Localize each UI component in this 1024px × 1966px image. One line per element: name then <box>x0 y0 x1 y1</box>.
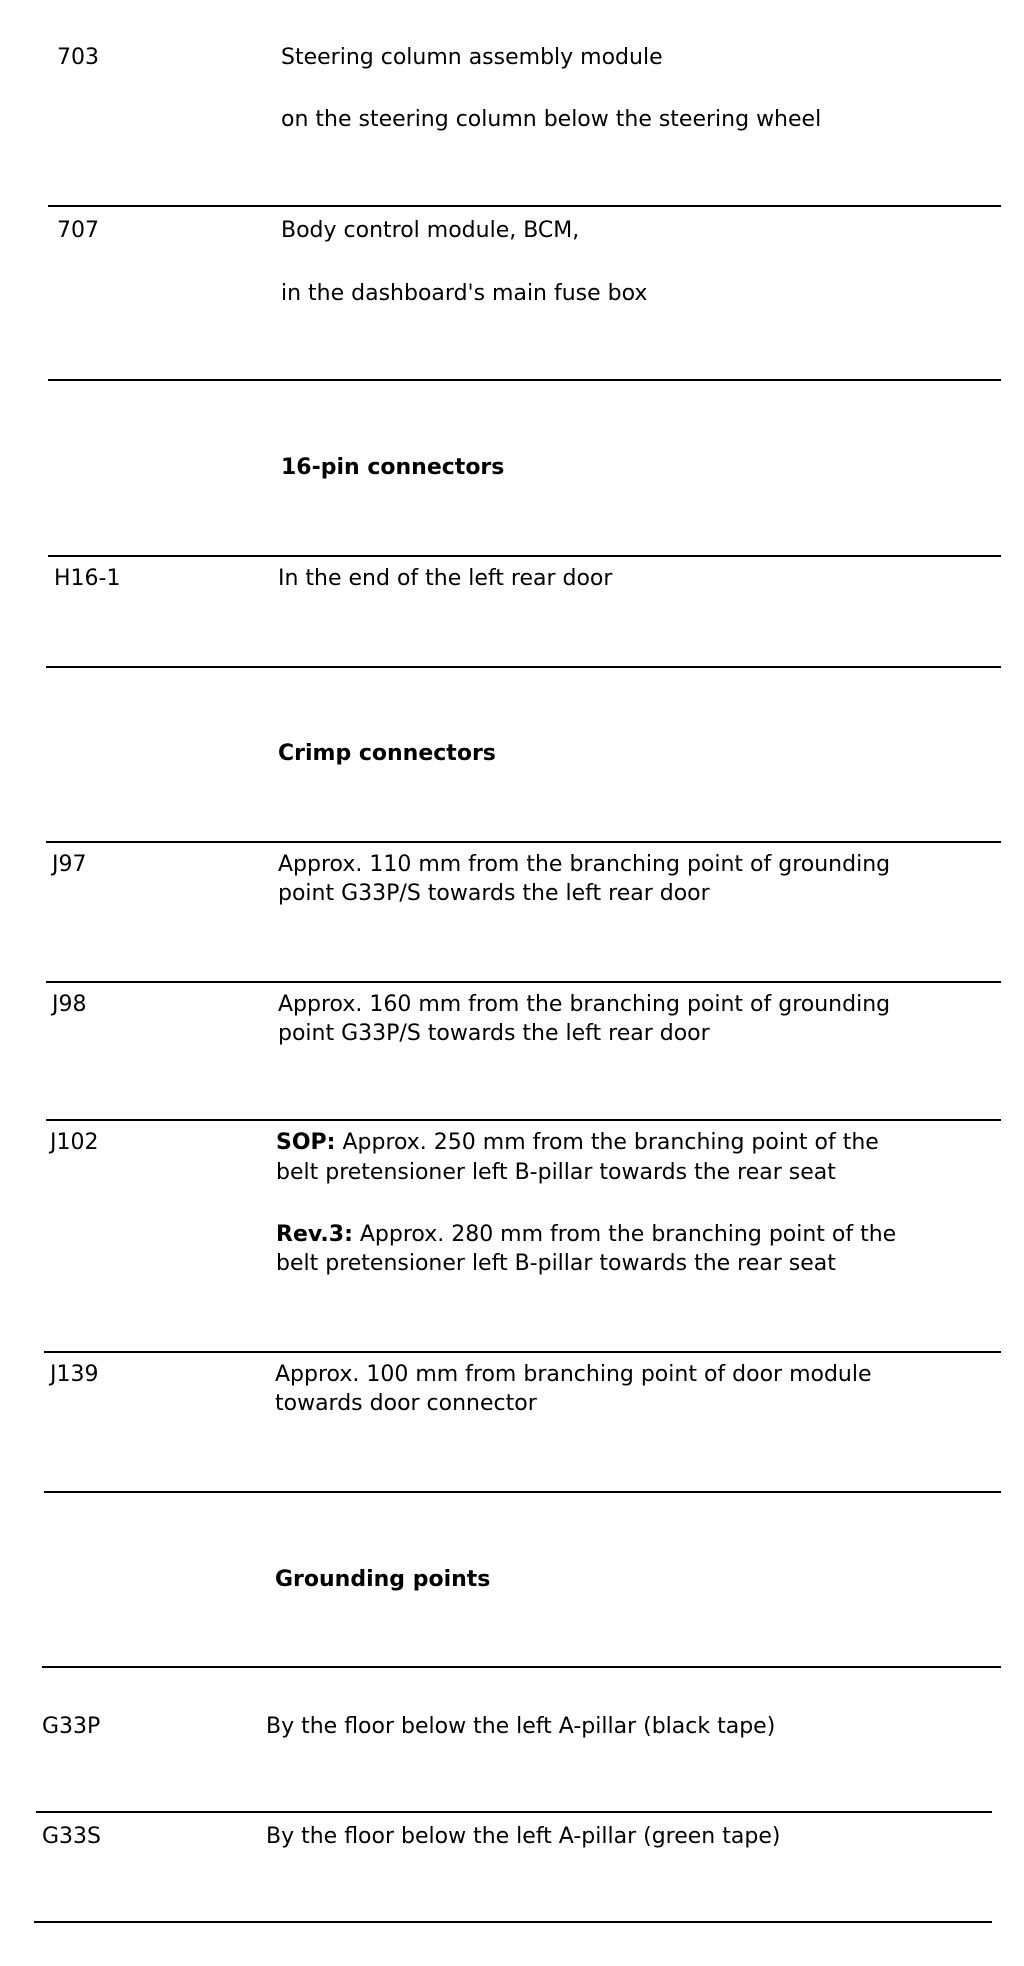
row-code: J97 <box>52 852 87 877</box>
rev3-text: Approx. 280 mm from the branching point of the <box>352 1222 897 1247</box>
row-description: Steering column assembly module <box>281 45 663 70</box>
divider <box>42 1666 1001 1668</box>
divider <box>34 1921 992 1923</box>
row-description: towards door connector <box>275 1391 537 1416</box>
row-description-sop <box>276 1128 879 1157</box>
row-description: By the floor below the left A-pillar (black tape) <box>266 1714 776 1739</box>
row-code: J139 <box>50 1362 99 1387</box>
row-description-sop: belt pretensioner left B-pillar towards the rear seat <box>276 1160 836 1185</box>
row-description: In the end of the left rear door <box>278 566 613 591</box>
row-description: Body control module, BCM, <box>281 218 580 243</box>
row-code: 703 <box>57 45 99 70</box>
section-heading-crimp: Crimp connectors <box>278 741 496 766</box>
divider <box>36 1811 992 1813</box>
row-code: J98 <box>52 992 87 1017</box>
row-description: Approx. 160 mm from the branching point of grounding <box>278 992 891 1017</box>
row-description-rev3: belt pretensioner left B-pillar towards the rear seat <box>276 1251 836 1276</box>
divider <box>46 1119 1001 1121</box>
divider <box>46 666 1001 668</box>
row-description: point G33P/S towards the left rear door <box>278 1021 710 1046</box>
row-location: on the steering column below the steering wheel <box>281 107 822 132</box>
row-description: Approx. 100 mm from branching point of door module <box>275 1362 872 1387</box>
divider <box>46 841 1001 843</box>
divider <box>46 981 1001 983</box>
row-code: G33P <box>42 1714 101 1739</box>
rev3-label: Rev.3: <box>276 1222 353 1247</box>
section-heading-grounding: Grounding points <box>275 1567 491 1592</box>
row-description: Approx. 110 mm from the branching point of grounding <box>278 852 891 877</box>
divider <box>44 1491 1001 1493</box>
row-code: G33S <box>42 1824 102 1849</box>
row-code: H16-1 <box>54 566 121 591</box>
divider <box>48 555 1001 557</box>
section-heading-16-pin: 16-pin connectors <box>281 455 505 480</box>
row-location: in the dashboard's main fuse box <box>281 281 648 306</box>
row-description: point G33P/S towards the left rear door <box>278 881 710 906</box>
row-description-rev3 <box>276 1220 896 1249</box>
row-code: J102 <box>50 1130 99 1155</box>
sop-label: SOP: <box>276 1130 336 1155</box>
divider <box>48 379 1001 381</box>
sop-text: Approx. 250 mm from the branching point of the <box>335 1130 879 1155</box>
row-code: 707 <box>57 218 99 243</box>
divider <box>44 1351 1001 1353</box>
row-description: By the floor below the left A-pillar (green tape) <box>266 1824 781 1849</box>
divider <box>48 205 1001 207</box>
